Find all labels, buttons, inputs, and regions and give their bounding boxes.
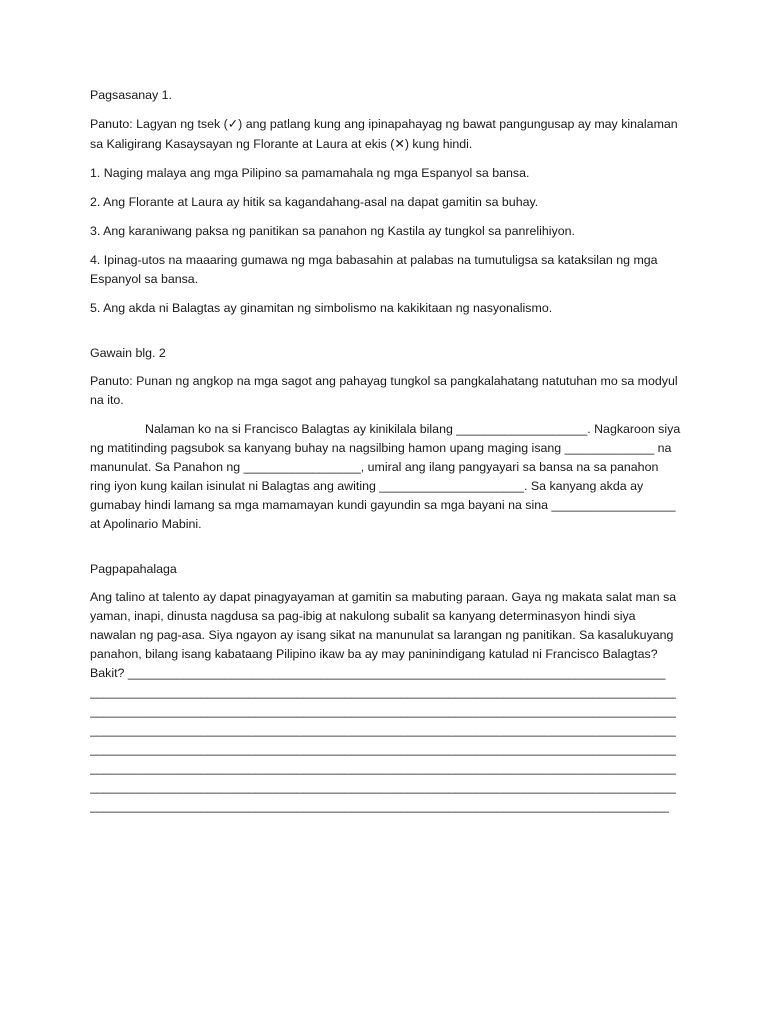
instruction-text-part3: ) kung hindi. [404,137,473,151]
instruction-text-part1: Panuto: Lagyan ng tsek ( [90,117,228,131]
check-icon: ✓ [227,116,239,131]
reflection-paragraph: Ang talino at talento ay dapat pinagyayaman at gamitin sa mabuting paraan. Gaya ng makata salat man sa yaman, inapi, dinusta nagdusa sa pag-ibig at nakulong subalit sa kanyang determinasyon hindi siya nawalan ng pag-asa. Siya ngayon ay isang sikat na manunulat sa larangan ng panitikan. Sa kasalukuyang panahon, bilang isang kabataang Pilipino ikaw ba ay may paninindigang katulad ni Francisco Balagtas? [90,590,677,661]
answer-line: _____________________________________________________________________________________ [90,780,676,794]
answer-line: ____________________________________________________________________________________ [90,799,669,813]
section2-heading: Gawain blg. 2 [90,346,166,360]
answer-line: _____________________________________________________________________________________ [90,723,676,737]
exercise-item-4: 4. Ipinag-utos na maaaring gumawa ng mga babasahin at palabas na tumutuligsa sa kataksilan ng mga Espanyol sa bansa. [90,253,658,286]
answer-line: _____________________________________________________________________________________ [90,761,676,775]
answer-line: _____________________________________________________________________________________ [90,742,676,756]
answer-line: _____________________________________________________________________________________ [90,685,676,699]
fill-in-paragraph: Nalaman ko na si Francisco Balagtas ay kinikilala bilang ___________________. Nagkaroon siya ng matitinding pagsubok sa kanyang buhay na nagsilbing hamon upang maging isang _____________ na manunulat. Sa Panahon ng _________________, umiral ang ilang pangyayari sa bansa na sa panahon ring iyon kung kailan isinulat ni Balagtas ang awiting _____________________. Sa kanyang akda ay gumabay hindi lamang sa mga mamamayan kundi gayundin sa mga bayani na sina __________________ at Apolinario Mabini. [90,422,681,531]
exercise-item-2: 2. Ang Florante at Laura ay hitik sa kagandahang-asal na dapat gamitin sa buhay. [90,195,539,209]
exercise-item-1: 1. Naging malaya ang mga Pilipino sa pamamahala ng mga Espanyol sa bansa. [90,166,530,180]
bakit-answer-line: Bakit? ______________________________________________________________________________ [90,666,666,680]
section3-heading: Pagpapahalaga [90,562,177,576]
section2-instruction: Panuto: Punan ng angkop na mga sagot ang pahayag tungkol sa pangkalahatang natutuhan mo sa modyul na ito. [90,374,678,407]
section1-heading: Pagsasanay 1. [90,88,172,102]
worksheet-page [90,86,682,816]
exercise-item-5: 5. Ang akda ni Balagtas ay ginamitan ng simbolismo na kakikitaan ng nasyonalismo. [90,301,553,315]
instruction-text-part2: ) ang patlang kung ang ipinapahayag ng bawat pangungusap ay may kinalaman sa Kaligirang Kasaysayan ng Florante at Laura at ekis ( [90,117,678,151]
x-mark-icon: ✕ [394,136,405,151]
exercise-item-3: 3. Ang karaniwang paksa ng panitikan sa panahon ng Kastila ay tungkol sa panrelihiyon. [90,224,575,238]
answer-line: _____________________________________________________________________________________ [90,704,676,718]
section1-instruction [90,114,682,154]
